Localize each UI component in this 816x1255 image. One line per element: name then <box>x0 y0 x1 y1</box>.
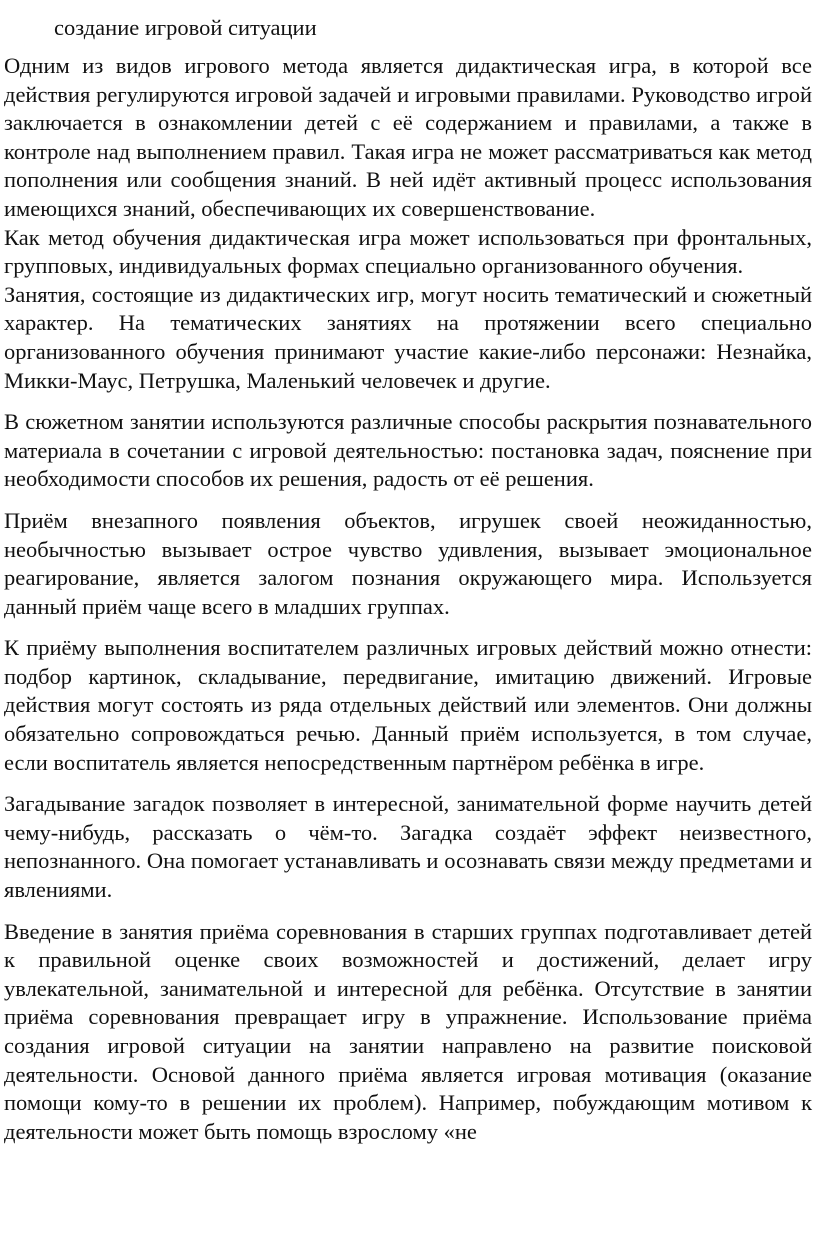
paragraph-riddles: Загадывание загадок позволяет в интересной, занимательной форме научить детей чему-нибудь, рассказать о чём-то. Загадка создаёт эффект неизвестного, непознанного. Она помогает устанавливать и осознавать связи между предметами и явлениями. <box>4 791 812 903</box>
paragraph-teaching-method: Как метод обучения дидактическая игра может использоваться при фронтальных, групповых, индивидуальных формах специально организованного обучения. <box>4 224 812 279</box>
section-heading: создание игровой ситуации <box>54 15 317 40</box>
paragraph-thematic-lessons: Занятия, состоящие из дидактических игр, могут носить тематический и сюжетный характер. На тематических занятиях на протяжении всего специально организованного обучения принимают участие какие-либо персонажи: Незнайка, Микки-Маус, Петрушка, Маленький человечек и другие. <box>4 281 812 393</box>
paragraph-didactic-game: Одним из видов игрового метода является дидактическая игра, в которой все действия регулируются игровой задачей и игровыми правилами. Руководство игрой заключается в ознакомлении детей с её содержанием и правилами, а также в контроле над выполнением правил. Такая игра не может рассматриваться как метод пополнения или сообщения знаний. В ней идёт активный процесс использования имеющихся знаний, обеспечивающих их совершенствование. <box>4 53 812 221</box>
document-page <box>4 0 812 1146</box>
paragraph-plot-lesson: В сюжетном занятии используются различные способы раскрытия познавательного материала в сочетании с игровой деятельностью: постановка задач, пояснение при необходимости способов их решения, радость от её решения. <box>4 409 812 492</box>
paragraph-sudden-appearance: Приём внезапного появления объектов, игрушек своей неожиданностью, необычностью вызывает острое чувство удивления, вызывает эмоциональное реагирование, является залогом познания окружающего мира. Используется данный приём чаще всего в младших группах. <box>4 507 812 619</box>
paragraph-competition: Введение в занятия приёма соревнования в старших группах подготавливает детей к правильной оценке своих возможностей и достижений, делает игру увлекательной, занимательной и интересной для ребёнка. Отсутствие в занятии приёма соревнования превращает игру в упражнение. Использование приёма создания игровой ситуации на занятии направлено на развитие поисковой деятельности. Основой данного приёма является игровая мотивация (оказание помощи кому-то в решении их проблем). Например, побуждающим мотивом к деятельности может быть помощь взрослому «не <box>4 918 812 1144</box>
paragraph-game-actions: К приёму выполнения воспитателем различных игровых действий можно отнести: подбор картинок, складывание, передвигание, имитацию движений. Игровые действия могут состоять из ряда отдельных действий или элементов. Они должны обязательно сопровождаться речью. Данный приём используется, в том случае, если воспитатель является непосредственным партнёром ребёнка в игре. <box>4 635 812 775</box>
